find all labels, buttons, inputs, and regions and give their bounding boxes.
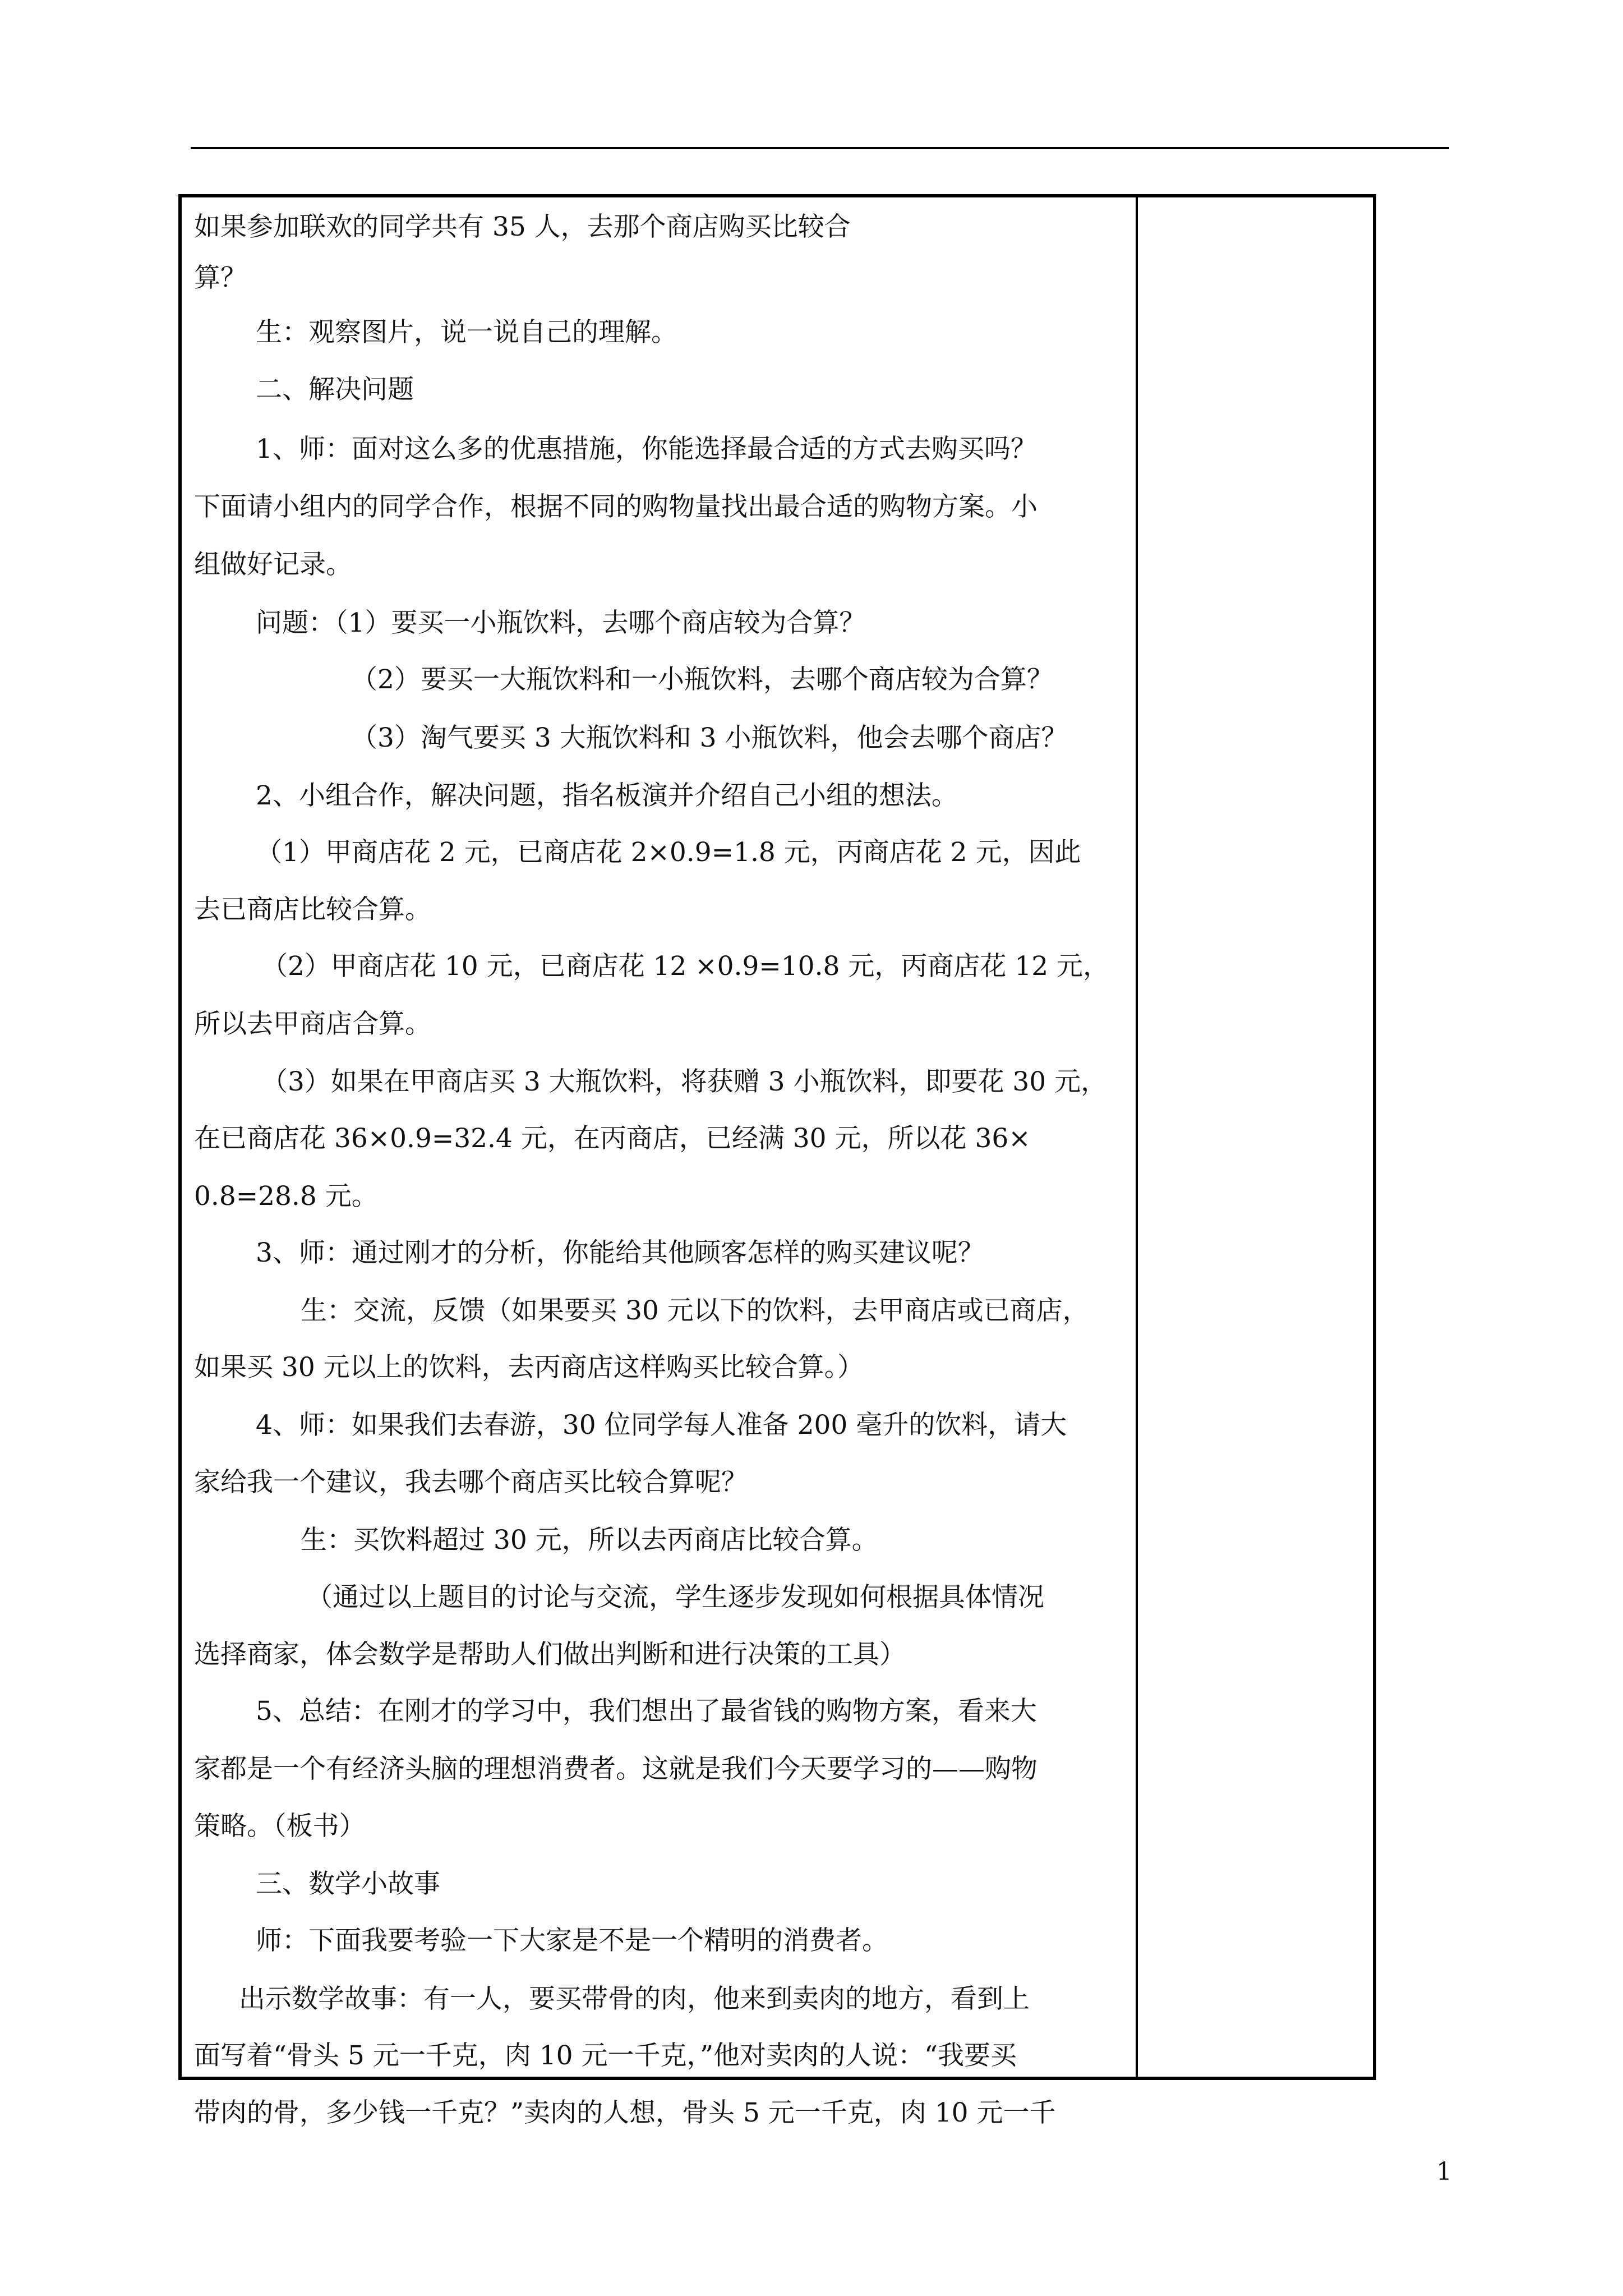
text-line: 选择商家，体会数学是帮助人们做出判断和进行决策的工具）: [194, 1639, 906, 1670]
text-line: （3）如果在甲商店买 3 大瓶饮料，将获赠 3 小瓶饮料，即要花 30 元，: [261, 1066, 1108, 1097]
text-line: 下面请小组内的同学合作，根据不同的购物量找出最合适的购物方案。小: [194, 491, 1038, 522]
text-line: （2）甲商店花 10 元，已商店花 12 ×0.9=10.8 元，丙商店花 12 元，: [261, 951, 1110, 982]
text-line: 1、师：面对这么多的优惠措施，你能选择最合适的方式去购买吗？: [256, 434, 1037, 464]
text-line: 如果参加联欢的同学共有 35 人，去那个商店购买比较合: [194, 211, 851, 242]
text-line: 5、总结：在刚才的学习中，我们想出了最省钱的购物方案，看来大: [256, 1696, 1037, 1727]
text-line: 出示数学故事：有一人，要买带骨的肉，他来到卖肉的地方，看到上: [239, 1984, 1030, 2014]
text-line: （2）要买一大瓶饮料和一小瓶饮料，去哪个商店较为合算？: [351, 664, 1053, 695]
text-line: （3）淘气要买 3 大瓶饮料和 3 小瓶饮料，他会去哪个商店？: [351, 723, 1068, 753]
table-column-divider: [1136, 194, 1138, 2080]
page-number: 1: [1436, 2157, 1452, 2186]
text-line: 生：买饮料超过 30 元，所以去丙商店比较合算。: [301, 1525, 878, 1556]
text-line: 所以去甲商店合算。: [194, 1009, 431, 1039]
text-line: （通过以上题目的讨论与交流，学生逐步发现如何根据具体情况: [306, 1582, 1044, 1613]
text-line: 在已商店花 36×0.9=32.4 元，在丙商店，已经满 30 元，所以花 36×: [194, 1123, 1031, 1154]
text-line: 生：交流，反馈（如果要买 30 元以下的饮料，去甲商店或已商店，: [301, 1295, 1089, 1326]
header-rule: [191, 147, 1449, 149]
text-line: 面写着“骨头 5 元一千克，肉 10 元一千克，”他对卖肉的人说：“我要买: [194, 2040, 1017, 2071]
text-line: 3、师：通过刚才的分析，你能给其他顾客怎样的购买建议呢？: [256, 1237, 984, 1268]
text-line: 去已商店比较合算。: [194, 894, 431, 925]
text-line: 带肉的骨，多少钱一千克？”卖肉的人想，骨头 5 元一千克，肉 10 元一千: [194, 2097, 1056, 2128]
text-line: 问题：（1）要买一小瓶饮料，去哪个商店较为合算？: [256, 608, 866, 638]
text-line: 家给我一个建议，我去哪个商店买比较合算呢？: [194, 1467, 748, 1498]
text-line: 2、小组合作，解决问题，指名板演并介绍自己小组的想法。: [256, 780, 958, 811]
text-line: 如果买 30 元以上的饮料，去丙商店这样购买比较合算。）: [194, 1352, 864, 1383]
text-line: 三、数学小故事: [256, 1869, 440, 1899]
text-line: 4、师：如果我们去春游，30 位同学每人准备 200 毫升的饮料，请大: [256, 1410, 1067, 1441]
text-line: 组做好记录。: [194, 549, 352, 580]
text-line: （1）甲商店花 2 元，已商店花 2×0.9=1.8 元，丙商店花 2 元，因此: [256, 837, 1081, 868]
text-line: 二、解决问题: [256, 374, 414, 405]
text-line: 生：观察图片，说一说自己的理解。: [256, 317, 677, 348]
text-line: 算？: [194, 263, 247, 293]
text-line: 家都是一个有经济头脑的理想消费者。这就是我们今天要学习的——购物: [194, 1754, 1038, 1784]
text-line: 师：下面我要考验一下大家是不是一个精明的消费者。: [256, 1925, 888, 1956]
text-line: 0.8=28.8 元。: [194, 1181, 378, 1212]
text-line: 策略。（板书）: [194, 1811, 366, 1842]
